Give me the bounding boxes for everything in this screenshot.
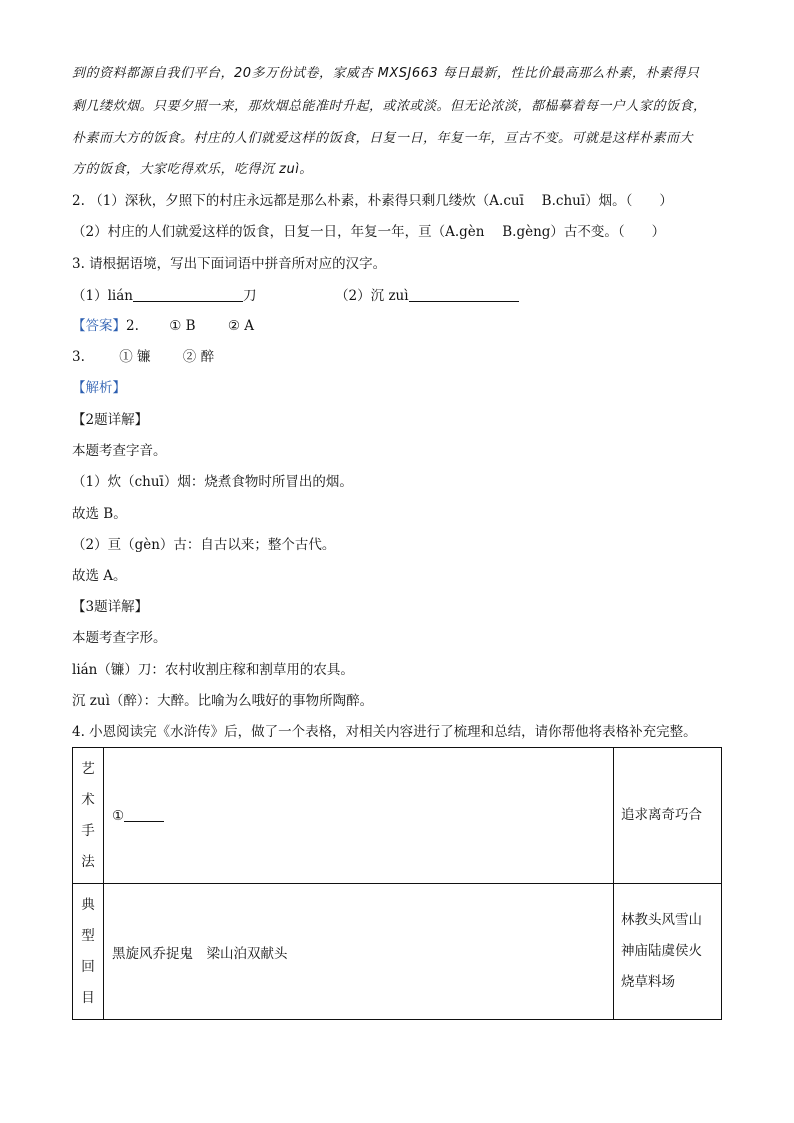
analysis-q2-intro: 本题考查字音。: [72, 443, 167, 459]
analysis-q3-intro: 本题考查字形。: [72, 630, 167, 646]
typical-chapters-middle-cell: 黑旋风乔捉鬼 梁山泊双献头: [104, 884, 614, 1020]
header-char: 目: [81, 989, 95, 1006]
q3-items: [72, 286, 519, 306]
analysis-q3-item-2: 沉 zuì（醉）：大醉。比喻为么哦好的事物所陶醉。: [72, 693, 374, 709]
passage-line-3: 朴素而大方的饭食。村庄的人们就爱这样的饭食，日复一日，年复一年，亘古不变。可就是这样朴素而大: [72, 131, 694, 146]
header-char: 法: [81, 853, 95, 870]
chapter-line: 神庙陆虞侯火: [621, 943, 702, 959]
chapter-line: 烧草料场: [621, 974, 675, 990]
analysis-q2-item-2: （2）亘（gèn）古：自古以来；整个古代。: [72, 537, 336, 553]
answer-3-1: ① 镰: [119, 349, 151, 365]
table-row-art-technique: [73, 748, 722, 884]
analysis-q2-choice-1: 故选 B。: [72, 506, 127, 522]
art-technique-blank[interactable]: [124, 807, 164, 822]
analysis-tag: 【解析】: [72, 380, 126, 396]
answer-3-2: ② 醉: [182, 349, 215, 365]
header-char: 手: [81, 822, 95, 839]
answer-tag: 【答案】: [72, 318, 126, 334]
art-technique-right-cell: 追求离奇巧合: [614, 748, 722, 884]
q3-blank-1[interactable]: [133, 287, 243, 302]
q3-stem: 3. 请根据语境，写出下面词语中拼音所对应的汉字。: [72, 256, 387, 272]
q3-item-1-prefix: （1）lián: [72, 288, 133, 304]
header-char: 艺: [81, 760, 95, 777]
q3-item-1-suffix: 刀: [242, 288, 257, 304]
analysis-q2-item-1: （1）炊（chuī）烟：烧煮食物时所冒出的烟。: [72, 474, 353, 490]
analysis-q3-head: 【3题详解】: [72, 599, 149, 615]
answer-num-2: 2.: [126, 318, 139, 334]
answer-num-3: 3.: [72, 349, 85, 365]
header-char: 典: [81, 896, 95, 913]
q3-item-2-prefix: （2）沉 zuì: [335, 288, 409, 304]
row-header-typical-chapters: [73, 884, 104, 1020]
passage-line-1: 到的资料都源自我们平台，20多万份试卷，家威杏 MXSJ663 每日最新，性比价最高那么朴素，朴素得只: [72, 66, 700, 81]
analysis-q2-choice-2: 故选 A。: [72, 568, 127, 584]
answer-2-1: ① B: [169, 318, 196, 334]
q4-stem: 4. 小恩阅读完《水浒传》后，做了一个表格，对相关内容进行了梳理和总结，请你帮他将表格补充完整。: [72, 724, 697, 740]
row-header-art-technique: [73, 748, 104, 884]
header-char: 术: [81, 791, 95, 808]
passage-line-4: 方的饭食，大家吃得欢乐，吃得沉 zuì。: [72, 162, 313, 177]
q2-item-1: [72, 191, 673, 211]
answer-line-1: [72, 316, 254, 336]
blank-marker: ①: [112, 808, 125, 824]
table-row-typical-chapters: [73, 884, 722, 1020]
analysis-q3-item-1: lián（镰）刀：农村收割庄稼和割草用的农具。: [72, 662, 354, 678]
passage-line-2: 剩几缕炊烟。只要夕照一来，那炊烟总能准时升起，或浓或淡。但无论浓淡，都榀摹着每一户人家的饭食，: [72, 99, 707, 114]
header-char: 型: [81, 927, 95, 944]
q3-blank-2[interactable]: [409, 287, 519, 302]
q2-label: 2.: [72, 193, 85, 209]
q2-item-1-text: （1）深秋，夕照下的村庄永远都是那么朴素，朴素得只剩几缕炊（A.cuī B.chuī）烟。（ ）: [89, 193, 673, 209]
q4-summary-table: [72, 747, 722, 1020]
header-char: 回: [81, 958, 95, 975]
answer-line-2: [72, 347, 214, 367]
chapter-line: 林教头风雪山: [621, 912, 702, 928]
answer-2-2: ② A: [227, 318, 254, 334]
analysis-q2-head: 【2题详解】: [72, 412, 149, 428]
q2-item-2: （2）村庄的人们就爱这样的饭食，日复一日，年复一年，亘（A.gèn B.gèng）古不变。（ ）: [72, 224, 666, 240]
art-technique-answer-cell: [104, 748, 614, 884]
typical-chapters-right-cell: [614, 884, 722, 1020]
